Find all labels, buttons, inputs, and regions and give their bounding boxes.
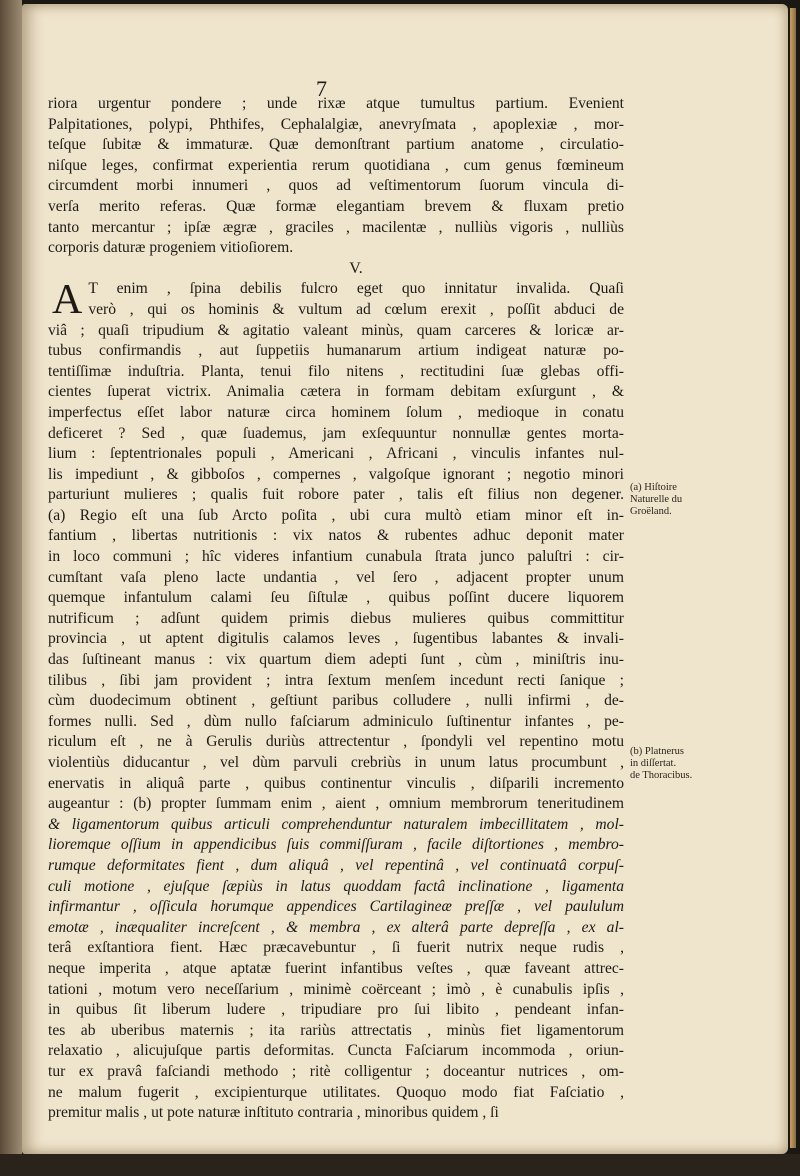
text-line: neque imperita , atque aptatæ fuerint infantibus veſtes , quæ faveant attrec-	[48, 959, 624, 977]
text-line: formes nulli. Sed , dùm nullo faſciarum adminiculo ſuſtinentur infantes , pe-	[48, 712, 624, 730]
text-line: nutrificum ; adſunt quidem primis diebus mulieres quibus committitur	[48, 609, 624, 627]
text-line: ne malum fugerit , excipienturque utilitates. Quoquo modo fiat Faſciatio ,	[48, 1083, 624, 1101]
margin-note-a	[630, 482, 712, 518]
text-line: emotæ , inæqualiter increſcent , & membra , ex alterâ parte depreſſa , ex al-	[48, 918, 624, 936]
body-text	[48, 94, 624, 1124]
text-line: deficeret ? Sed , quæ ſuademus, jam exſequuntur nonnullæ gentes morta-	[48, 424, 624, 442]
text-line: das ſuſtineant manus : vix quartum diem adepti ſunt , cùm , miniſtris inu-	[48, 651, 624, 669]
text-line: terâ exſtantiora fient. Hæc præcavebuntur , ſi fuerit nutrix neque rudis ,	[48, 939, 624, 957]
drop-cap: A	[52, 277, 83, 324]
text-line: parturiunt mulieres ; qualis fuit robore pater , talis eſt filius non degener.	[48, 486, 624, 504]
text-line: tanto mercantur ; ipſæ ægræ , graciles , macilentæ , nulliùs vigoris , nulliùs	[48, 218, 624, 236]
text-line: riora urgentur pondere ; unde rixæ atque tumultus partium. Evenient	[48, 95, 624, 112]
text-line: tubus confirmandis , aut ſuppetiis humanarum artium indigeat naturæ po-	[48, 342, 624, 360]
text-line: lium : ſeptentrionales populi , Americani , Africani , vinculis infantes nul-	[48, 445, 624, 463]
text-line: T enim , ſpina debilis fulcro eget quo innitatur invalida. Quaſi	[88, 280, 624, 298]
text-line: enervatis in aliquâ parte , quibus continentur vinculis , diſparili incremento	[48, 774, 624, 792]
text-line: relaxatio , alicujuſque partis deformitas. Cuncta Faſciarum incommoda , oriun-	[48, 1042, 624, 1060]
text-line: verò , qui os hominis & vultum ad cœlum erexit , poſſit abduci de	[88, 300, 624, 318]
page-edge	[790, 8, 796, 1148]
text-line: corporis daturæ progeniem vitioſiorem.	[48, 239, 294, 257]
text-line: tentiſſimæ induſtria. Planta, tenui filo nitens , rectitudini ſuæ glebas offi-	[48, 362, 624, 380]
page-number: 7	[316, 76, 327, 101]
text-line: lioremque oſſium in appendicibus ſuis commiſſuram , facile diſtortiones , membro-	[48, 836, 624, 854]
bottom-shadow	[0, 1154, 800, 1176]
text-line: Palpitationes, polypi, Phthifes, Cephalalgiæ, anevryſmata , apoplexiæ , mor-	[48, 115, 624, 133]
text-line: infirmantur , oſſicula horumque appendices Cartilagineæ preſſæ , vel paululum	[48, 898, 624, 916]
text-line: cientes ſuperat victrix. Animalia cætera in formam debitam exſurgunt , &	[48, 383, 624, 401]
text-line: & ligamentorum quibus articuli comprehenduntur naturalem imbecillitatem , mol-	[48, 815, 624, 833]
text-line: verſa merito referas. Quæ formæ elegantiam brevem & fluxam pretio	[48, 197, 624, 215]
text-line: riculum eſt , ne à Gerulis duriùs attrectentur , ſpondyli vel repentino motu	[48, 733, 624, 751]
text-line: in loco communi ; hîc videres infantium cunabula ſtrata junco paluſtri : cir-	[48, 548, 624, 566]
text-line: rumque deformitates fient , dum aliquâ , vel repentinâ , vel continuatâ corpuſ-	[48, 856, 624, 874]
text-line: tur ex pravâ faſciandi methodo ; ritè colligentur ; doceantur nutrices , om-	[48, 1062, 624, 1080]
margin-note-line: in diſſertat.	[630, 758, 677, 769]
paragraph-v	[48, 279, 624, 1123]
text-line: (a) Regio eſt una ſub Arcto poſita , ubi cura multò etiam minor eſt in-	[48, 506, 624, 524]
text-line: provincia , ut aptent digitulis calamos leves , ſugentibus labantes & invali-	[48, 630, 624, 648]
text-line: augeantur : (b) propter ſummam enim , aient , omnium membrorum teneritudinem	[48, 795, 624, 813]
margin-note-line: Naturelle du	[630, 494, 683, 505]
margin-note-b	[630, 746, 712, 782]
margin-note-line: (a) Hiſtoire	[630, 482, 677, 493]
section-number: V.	[349, 259, 363, 277]
text-line: viâ ; quaſi tripudium & agitatio valeant minùs, quam carceres & loricæ ar-	[48, 321, 624, 339]
text-line: tilibus , ſibi jam provident ; intra ſextum menſem incedunt recti ſanique ;	[48, 671, 624, 689]
text-line: circumdent morbi innumeri , quos ad veſtimentorum ſuorum vincula di-	[48, 177, 624, 195]
text-line: quemque infantulum calami ſeu ſiſtulæ , quibus poſſint ducere liquorem	[48, 589, 624, 607]
text-line: culi motione , ejuſque ſæpiùs in latus quoddam factâ inclinatione , ligamenta	[48, 877, 624, 895]
text-line: cumſtant vaſa pleno lacte undantia , vel ſero , adjacent propter unum	[48, 568, 624, 586]
text-line: teſque ſubitæ & immaturæ. Quæ demonſtrant partium anatome , circulatio-	[48, 136, 624, 154]
text-line: tes ab uberibus maternis ; ita rariùs attrectatis , minùs fiet ligamentorum	[48, 1021, 624, 1039]
text-line: imperfectus eſſet labor naturæ circa hominem ſolum , medioque in conatu	[48, 403, 624, 421]
text-line: niſque leges, confirmat experientia rerum quotidiana , cum genus fœmineum	[48, 156, 624, 174]
text-line: premitur malis , ut pote naturæ inſtituto contraria , minoribus quidem , ſi	[48, 1104, 499, 1122]
text-line: violentiùs diducantur , vel dùm parvuli crebriùs in unum latus procumbunt ,	[48, 754, 624, 771]
margin-note-line: (b) Platnerus	[630, 746, 684, 757]
text-line: tationi , motum vero neceſſarium , minimè coërceant ; imò , è cunabulis ipſis ,	[48, 980, 624, 998]
text-line: fantium , libertas nutritionis : vix natos & rubentes adhuc deponit mater	[48, 527, 624, 545]
text-line: lis impediunt , & gibboſos , compernes , valgoſque ignorant ; negotio minori	[48, 465, 624, 483]
book-gutter	[0, 0, 22, 1176]
text-line: cùm duodecimum obtinent , geſtiunt paribus colludere , nulli infirmi , de-	[48, 692, 624, 710]
paragraph-iv-end	[48, 94, 624, 259]
margin-note-line: Groëland.	[630, 506, 672, 517]
margin-note-line: de Thoracibus.	[630, 770, 693, 781]
text-line: in quibus ſit liberum ludere , tripudiare pro ſui libito , pendeant infan-	[48, 1001, 624, 1019]
